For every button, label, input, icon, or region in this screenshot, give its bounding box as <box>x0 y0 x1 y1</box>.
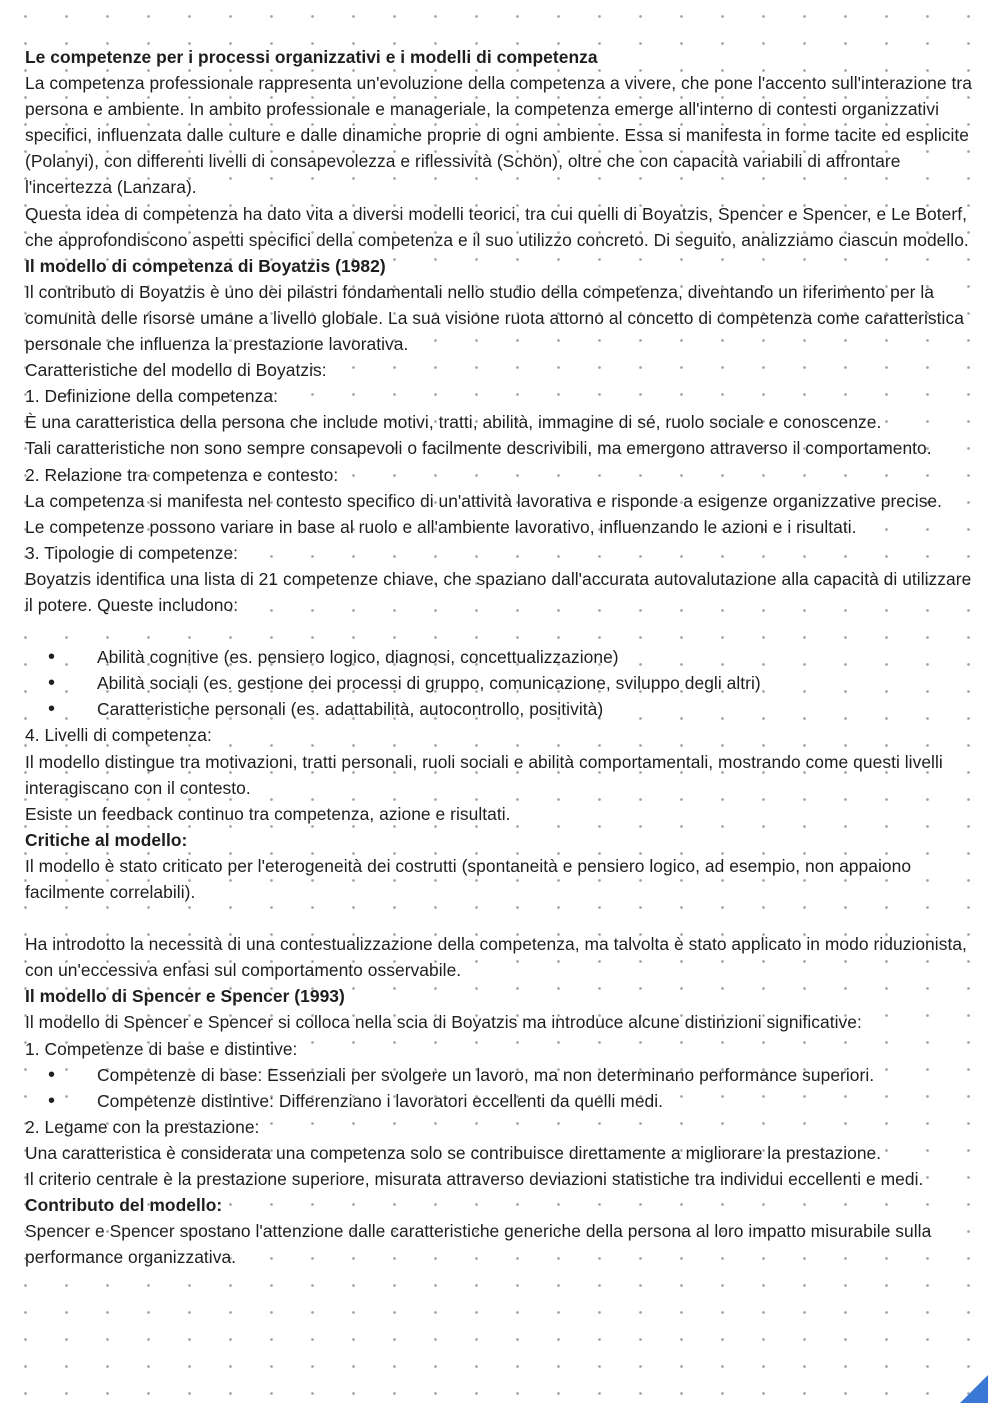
contribution-text: Spencer e Spencer spostano l'attenzione dalle caratteristiche generiche della persona al loro impatto misurabile sulla performance organizzativa. <box>25 1221 932 1268</box>
page-fold-triangle-icon[interactable] <box>960 1375 988 1403</box>
boyatzis-section-1-text-2: Tali caratteristiche non sono sempre consapevoli o facilmente descrivibili, ma emergono attraverso il comportamento. <box>25 438 932 459</box>
list-item: • Abilità sociali (es. gestione dei processi di gruppo, comunicazione, sviluppo degli altri) <box>25 670 980 696</box>
blank-line <box>25 618 980 644</box>
spencer-section-2-title: 2. Legame con la prestazione: <box>25 1116 260 1137</box>
boyatzis-section-4-text-2: Esiste un feedback continuo tra competenza, azione e risultati. <box>25 803 511 824</box>
boyatzis-section-4-text-1: Il modello distingue tra motivazioni, tratti personali, ruoli sociali e abilità comportamentali, mostrando come questi livelli interagiscano con il contesto. <box>25 751 943 798</box>
main-heading: Le competenze per i processi organizzativi e i modelli di competenza <box>25 47 598 67</box>
list-item: • Abilità cognitive (es. pensiero logico, diagnosi, concettualizzazione) <box>25 644 980 670</box>
intro-paragraph-2: Questa idea di competenza ha dato vita a diversi modelli teorici, tra cui quelli di Boyatzis, Spencer e Spencer, e Le Boterf, che approfondiscono aspetti specifici della competenza e il suo utilizzo concreto. Di seguito, analizziamo ciascun modello. <box>25 203 969 250</box>
intro-paragraph-1: La competenza professionale rappresenta un'evoluzione della competenza a vivere, che pone l'accento sull'interazione tra persona e ambiente. In ambito professionale e manageriale, la competenza emerge all'interno di contesti organizzativi specifici, influenzata dalle culture e dalle dinamiche proprie di ogni ambiente. Essa si manifesta in forme tacite ed esplicite (Polanyi), con differenti livelli di consapevolezza e riflessività (Schön), oltre che con capacità variabili di affrontare l'incertezza (Lanzara). <box>25 73 972 198</box>
boyatzis-heading: Il modello di competenza di Boyatzis (1982) <box>25 255 386 276</box>
boyatzis-section-4-title: 4. Livelli di competenza: <box>25 725 212 746</box>
boyatzis-intro: Il contributo di Boyatzis è uno dei pilastri fondamentali nello studio della competenza, diventando un riferimento per la comunità delle risorse umane a livello globale. La sua visione ruota attorno al concetto di competenza come caratteristica personale che influenza la prestazione lavorativa. <box>25 281 964 355</box>
competence-types-list <box>25 644 980 722</box>
list-item: • Competenze di base: Essenziali per svolgere un lavoro, ma non determinano performance superiori. <box>25 1062 980 1088</box>
list-item: • Competenze distintive: Differenziano i lavoratori eccellenti da quelli medi. <box>25 1088 980 1114</box>
boyatzis-section-1-text-1: È una caratteristica della persona che include motivi, tratti, abilità, immagine di sé, ruolo sociale e conoscenze. <box>25 412 882 433</box>
critique-text-1: Il modello è stato criticato per l'eterogeneità dei costrutti (spontaneità e pensiero logico, ad esempio, non appaiono facilmente correlabili). <box>25 855 912 902</box>
spencer-section-2-text-2: Il criterio centrale è la prestazione superiore, misurata attraverso deviazioni statistiche tra individui eccellenti e medi. <box>25 1169 924 1190</box>
spencer-section-2-text-1: Una caratteristica è considerata una competenza solo se contribuisce direttamente a migliorare la prestazione. <box>25 1142 882 1163</box>
boyatzis-features-label: Caratteristiche del modello di Boyatzis: <box>25 360 327 381</box>
blank-line <box>25 905 980 931</box>
spencer-heading: Il modello di Spencer e Spencer (1993) <box>25 986 345 1007</box>
spencer-section-1-title: 1. Competenze di base e distintive: <box>25 1038 298 1059</box>
document-body <box>25 44 980 1270</box>
competence-kinds-list <box>25 1062 980 1114</box>
boyatzis-section-3-title: 3. Tipologie di competenze: <box>25 542 239 563</box>
list-item: • Caratteristiche personali (es. adattabilità, autocontrollo, positività) <box>25 696 980 722</box>
boyatzis-section-2-text-1: La competenza si manifesta nel contesto specifico di un'attività lavorativa e risponde a esigenze organizzative precise. <box>25 490 943 511</box>
boyatzis-section-2-title: 2. Relazione tra competenza e contesto: <box>25 464 339 485</box>
boyatzis-section-1-title: 1. Definizione della competenza: <box>25 386 278 407</box>
contribution-heading: Contributo del modello: <box>25 1195 223 1216</box>
critique-heading: Critiche al modello: <box>25 829 188 850</box>
spencer-intro: Il modello di Spencer e Spencer si colloca nella scia di Boyatzis ma introduce alcune distinzioni significative: <box>25 1012 862 1033</box>
boyatzis-section-3-text-1: Boyatzis identifica una lista di 21 competenze chiave, che spaziano dall'accurata autovalutazione alla capacità di utilizzare il potere. Queste includono: <box>25 568 972 615</box>
critique-text-2: Ha introdotto la necessità di una contestualizzazione della competenza, ma talvolta è stato applicato in modo riduzionista, con un'eccessiva enfasi sul comportamento osservabile. <box>25 934 967 981</box>
boyatzis-section-2-text-2: Le competenze possono variare in base al ruolo e all'ambiente lavorativo, influenzando le azioni e i risultati. <box>25 516 857 537</box>
